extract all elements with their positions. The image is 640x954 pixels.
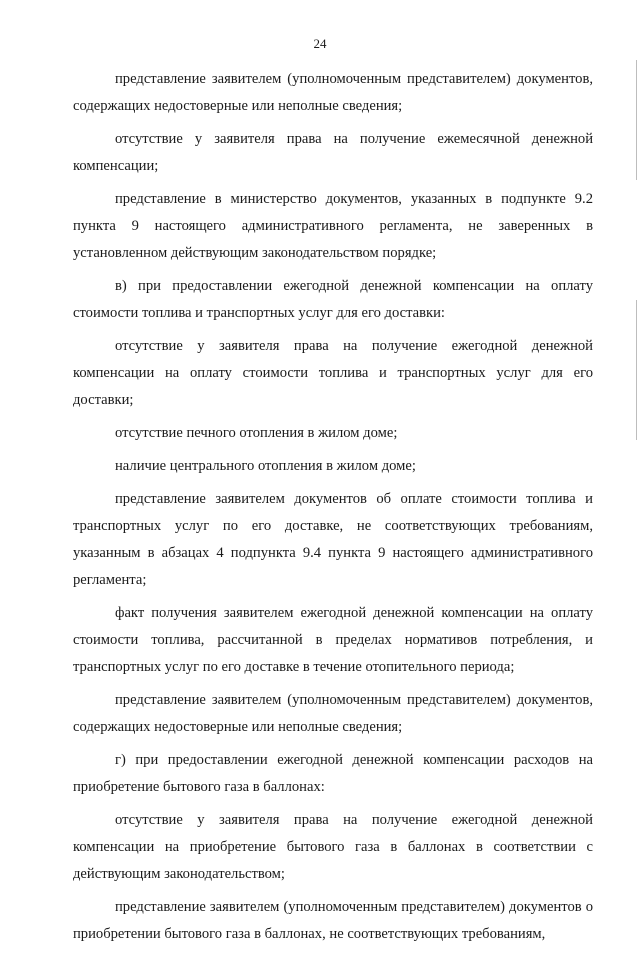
paragraph: представление заявителем документов об оплате стоимости топлива и транспортных услуг по его доставке, не соответствующих требованиям, указанным в абзацах 4 подпункта 9.4 пункта 9 настоящего административного регламента; (73, 491, 593, 588)
paragraph: отсутствие у заявителя права на получение ежегодной денежной компенсации на оплату стоимости топлива и транспортных услуг для его доставки; (73, 338, 593, 408)
paragraph: в) при предоставлении ежегодной денежной компенсации на оплату стоимости топлива и транспортных услуг для его доставки: (73, 278, 593, 321)
paragraph: отсутствие печного отопления в жилом доме; (115, 425, 398, 441)
scan-edge-line (636, 300, 637, 440)
paragraph: представление заявителем (уполномоченным представителем) документов, содержащих недостоверные или неполные сведения; (73, 692, 593, 735)
paragraph: представление в министерство документов, указанных в подпункте 9.2 пункта 9 настоящего административного регламента, не заверенных в установленном действующим законодательством порядке; (73, 191, 593, 261)
scan-edge-line (636, 60, 637, 180)
paragraph: представление заявителем (уполномоченным представителем) документов, содержащих недостоверные или неполные сведения; (73, 71, 593, 114)
page-body (73, 66, 593, 954)
paragraph: отсутствие у заявителя права на получение ежемесячной денежной компенсации; (73, 131, 593, 174)
paragraph: отсутствие у заявителя права на получение ежегодной денежной компенсации на приобретение бытового газа в баллонах в соответствии с действующим законодательством; (73, 812, 593, 882)
paragraph: факт получения заявителем ежегодной денежной компенсации на оплату стоимости топлива, рассчитанной в пределах нормативов потребления, и транспортных услуг по его доставке в течение отопительного периода; (73, 605, 593, 675)
paragraph: г) при предоставлении ежегодной денежной компенсации расходов на приобретение бытового газа в баллонах: (73, 752, 593, 795)
paragraph: представление заявителем (уполномоченным представителем) документов о приобретении бытового газа в баллонах, не соответствующих требованиям, (73, 899, 593, 942)
paragraph: наличие центрального отопления в жилом доме; (115, 458, 416, 474)
page-number: 24 (313, 36, 327, 51)
